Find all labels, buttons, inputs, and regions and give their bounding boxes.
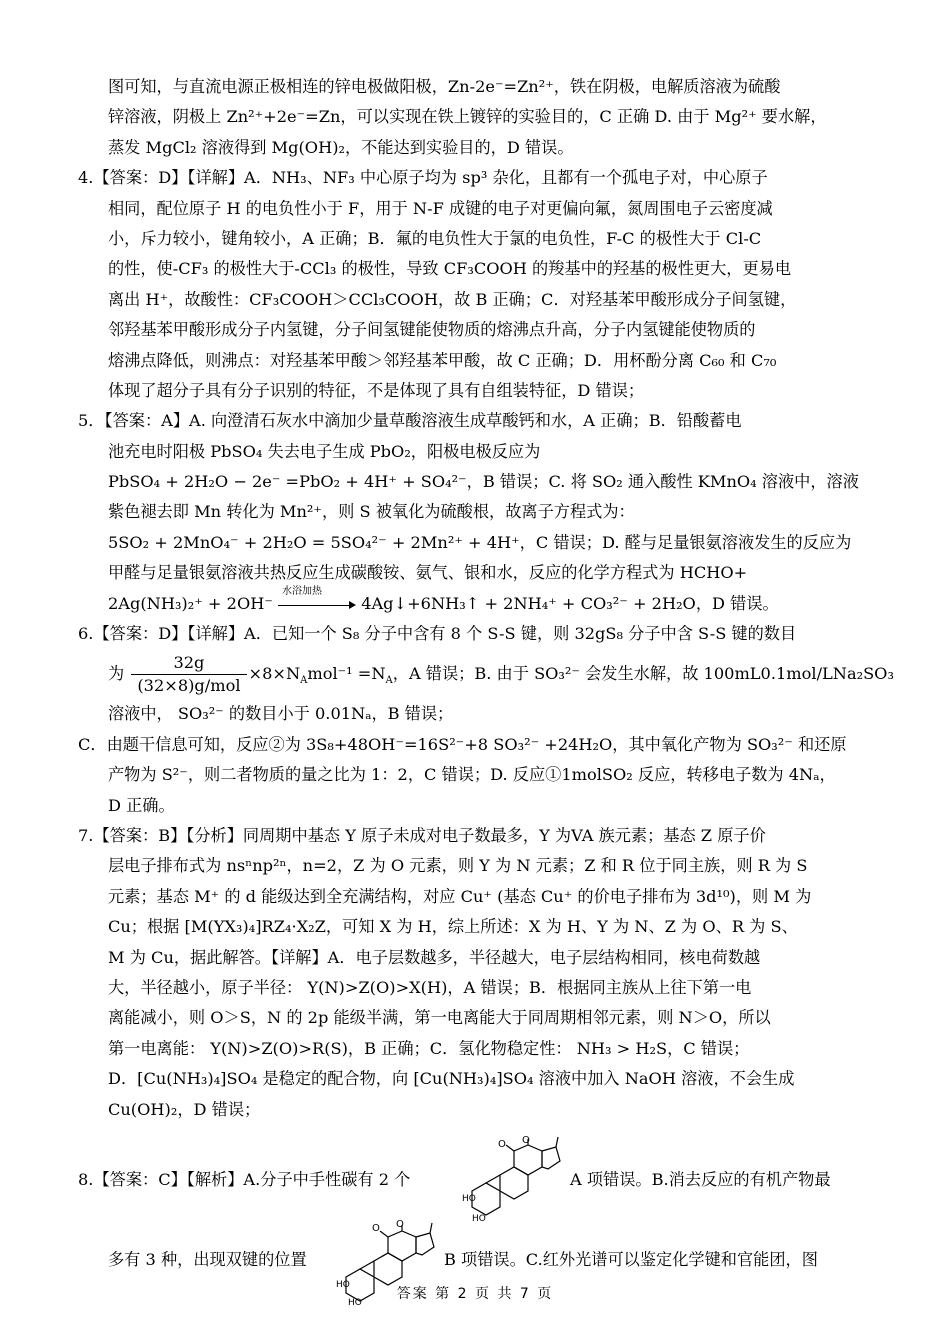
- text-line: 元素；基态 M⁺ 的 d 能级达到全充满结构，对应 Cu⁺ (基态 Cu⁺ 的价电子排布为 3d¹⁰)，则 M 为: [108, 886, 812, 906]
- text-span: 8.【答案：C】【解析】A.分子中手性碳有 2 个: [78, 1169, 411, 1189]
- text-line: 的性，使-CF₃ 的极性大于-CCl₃ 的极性，导致 CF₃COOH 的羧基中的羟基的极性更大，更易电: [108, 259, 792, 279]
- text-line: D．[Cu(NH₃)₄]SO₄ 是稳定的配合物，向 [Cu(NH₃)₄]SO₄ 溶液中加入 NaOH 溶液，不会生成: [108, 1069, 795, 1089]
- text-span: 多有 3 种，出现双键的位置: [108, 1249, 307, 1269]
- text-line: 层电子排布式为 nsⁿnp²ⁿ，n=2，Z 为 O 元素，则 Y 为 N 元素；Z 和 R 位于同主族，则 R 为 S: [108, 856, 808, 876]
- question-6-start: 6.【答案：D】【详解】A．已知一个 S₈ 分子中含有 8 个 S-S 键，则 32gS₈ 分子中含 S-S 键的数目: [78, 624, 797, 644]
- text-line: 产物为 S²⁻，则二者物质的量之比为 1：2，C 错误；D. 反应①1molSO₂ 反应，转移电子数为 4Nₐ，: [108, 765, 836, 785]
- text-line: 蒸发 MgCl₂ 溶液得到 Mg(OH)₂，不能达到实验目的，D 错误。: [108, 137, 574, 157]
- text-line: C．由题干信息可知，反应②为 3S₈+48OH⁻=16S²⁻+8 SO₃²⁻ +24H₂O，其中氧化产物为 SO₃²⁻ 和还原: [78, 734, 847, 754]
- text-line: 小，斥力较小，键角较小，A 正确；B．氟的电负性大于氯的电负性，F-C 的极性大于 Cl-C: [108, 228, 762, 248]
- question-4-start: 4.【答案：D】【详解】A．NH₃、NF₃ 中心原子均为 sp³ 杂化，且都有一个孤电子对，中心原子: [78, 168, 768, 188]
- text-span: mol⁻¹ =N: [307, 664, 386, 684]
- oxygen-label: O: [522, 1134, 530, 1146]
- answer-page: [78, 72, 894, 1307]
- equation-line: 5SO₂ + 2MnO₄⁻ + 2H₂O = 5SO₄²⁻ + 2Mn²⁺ + 4H⁺，C 错误；D. 醛与足量银氨溶液发生的反应为: [108, 532, 852, 552]
- text-line: 邻羟基苯甲酸形成分子内氢键，分子间氢键能使物质的熔沸点升高，分子内氢键能使物质的: [108, 320, 756, 340]
- text-line: 离出 H⁺，故酸性：CF₃COOH＞CCl₃COOH，故 B 正确；C．对羟基苯甲酸形成分子间氢键，: [108, 289, 797, 309]
- text-line: 离能减小，则 O＞S，N 的 2p 能级半满，第一电离能大于同周期相邻元素，则 N＞O，所以: [108, 1008, 771, 1028]
- hydroxyl-label: HO: [472, 1213, 486, 1221]
- text-line: 大，半径越小，原子半径： Y(N)>Z(O)>X(H)，A 错误；B．根据同主族从上往下第一电: [108, 977, 752, 997]
- equation-line: PbSO₄ + 2H₂O − 2e⁻ =PbO₂ + 4H⁺ + SO₄²⁻，B 错误；C. 将 SO₂ 通入酸性 KMnO₄ 溶液中，溶液: [108, 472, 859, 492]
- text-line: 池充电时阳极 PbSO₄ 失去电子生成 PbO₂，阳极电极反应为: [108, 441, 541, 461]
- text-line: M 为 Cu，据此解答。【详解】A．电子层数越多，半径越大，电子层结构相同，核电荷数越: [108, 947, 761, 967]
- arrow-condition: 水浴加热: [282, 586, 323, 598]
- text-span: A 项错误。B.消去反应的有机产物最: [570, 1169, 831, 1189]
- text-line: 溶液中， SO₃²⁻ 的数目小于 0.01Nₐ，B 错误；: [108, 704, 454, 724]
- fraction-numerator: 32g: [131, 652, 246, 675]
- text-line: D 正确。: [108, 795, 175, 815]
- text-line: 相同，配位原子 H 的电负性小于 F，用于 N-F 成键的电子对更偏向氟，氮周围电子云密度减: [108, 198, 773, 218]
- oxygen-label: O: [372, 1222, 380, 1234]
- text-line: Cu；根据 [M(YX₃)₄]RZ₄·X₂Z，可知 X 为 H，综上所述：X 为 H、Y 为 N、Z 为 O、R 为 S、: [108, 917, 798, 937]
- equation-right: 4Ag↓+6NH₃↑ + 2NH₄⁺ + CO₃²⁻ + 2H₂O，D 错误。: [361, 593, 779, 613]
- equation-left: 2Ag(NH₃)₂⁺ + 2OH⁻: [108, 593, 273, 613]
- page-footer: 答案 第 2 页 共 7 页: [396, 1286, 554, 1302]
- question-8-start: [78, 1135, 878, 1221]
- text-span: B 项错误。C.红外光谱可以鉴定化学键和官能团，图: [444, 1249, 818, 1269]
- reaction-arrow: [278, 586, 356, 611]
- hydroxyl-label: HO: [336, 1279, 350, 1290]
- hydroxyl-label: HO: [462, 1193, 476, 1204]
- hydroxyl-label: HO: [348, 1297, 362, 1307]
- text-line: 图可知，与直流电源正极相连的锌电极做阳极，Zn-2e⁻=Zn²⁺，铁在阴极，电解质溶液为硫酸: [108, 77, 781, 96]
- text-line: 体现了超分子具有分子识别的特征，不是体现了具有自组装特征，D 错误；: [108, 380, 645, 400]
- text-line: 紫色褪去即 Mn 转化为 Mn²⁺，则 S 被氧化为硫酸根，故离子方程式为：: [108, 502, 635, 522]
- text-line: 熔沸点降低，则沸点：对羟基苯甲酸＞邻羟基苯甲酸，故 C 正确；D．用杯酚分离 C₆₀ 和 C₇₀: [108, 350, 777, 370]
- text-line: 锌溶液，阴极上 Zn²⁺+2e⁻=Zn，可以实现在铁上镀锌的实验目的，C 正确 D. 由于 Mg²⁺ 要水解，: [108, 107, 827, 127]
- oxygen-label: O: [396, 1218, 404, 1230]
- oxygen-label: O: [498, 1138, 506, 1150]
- fraction-denominator: (32×8)g/mol: [137, 676, 241, 696]
- text-span: 为: [108, 664, 125, 684]
- text-span: ×8×N: [248, 664, 301, 684]
- text-line: 第一电离能： Y(N)>Z(O)>R(S)，B 正确；C．氢化物稳定性： NH₃ > H₂S，C 错误；: [108, 1038, 750, 1058]
- question-5-start: 5．【答案：A】A. 向澄清石灰水中滴加少量草酸溶液生成草酸钙和水，A 正确；B．铅酸蓄电: [78, 411, 742, 431]
- text-span: ，A 错误；B. 由于 SO₃²⁻ 会发生水解，故 100mL0.1mol/LNa₂SO₃: [392, 664, 894, 684]
- text-line: 甲醛与足量银氨溶液共热反应生成碳酸铵、氨气、银和水，反应的化学方程式为 HCHO+: [108, 563, 748, 583]
- fraction-line: 为 $\frac{32g}{\text{(32×8)g/mol}}$ $\times 8\times N_Amol^{-1} =N_A$，A 错误；B. 由于 SO₃²⁻ 会发生水解，故 100mL0.1mol/LNa₂SO₃: [108, 653, 894, 696]
- molecule-structure-1: [462, 1135, 566, 1221]
- equation-line: [78, 586, 878, 619]
- text-line: Cu(OH)₂，D 错误；: [108, 1099, 261, 1119]
- question-7-start: 7.【答案：B】【分析】同周期中基态 Y 原子未成对电子数最多，Y 为VA 族元素；基态 Z 原子价: [78, 825, 766, 845]
- fraction: [131, 652, 246, 697]
